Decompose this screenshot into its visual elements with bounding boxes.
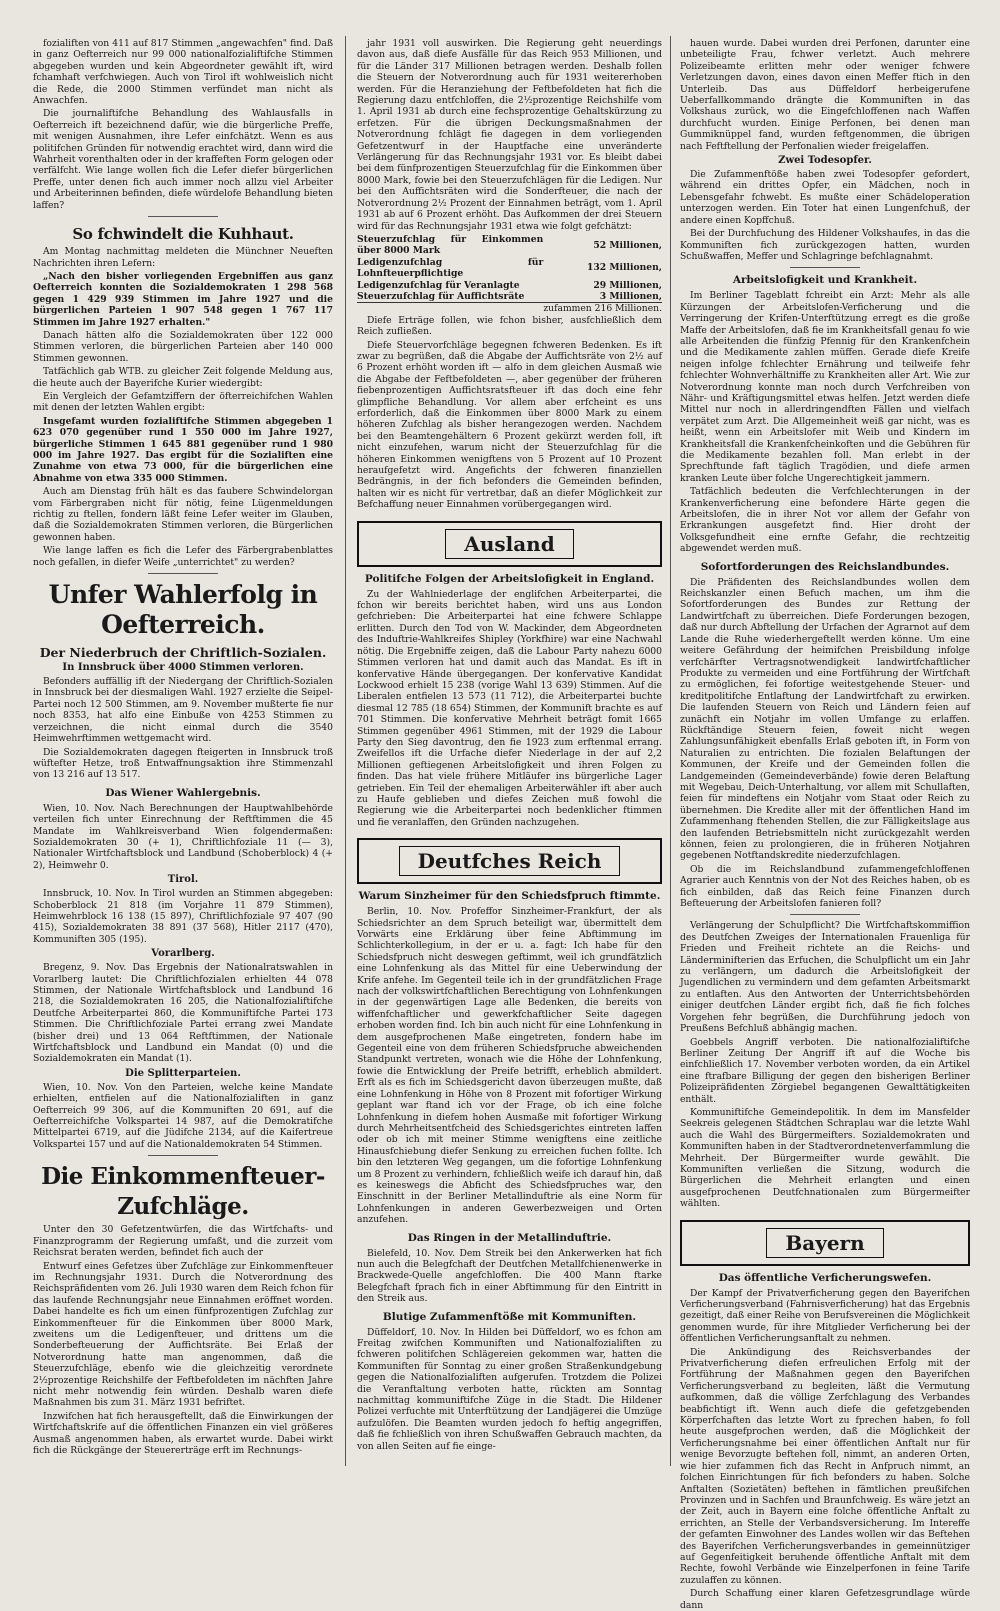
paragraph: Befonders auffällig ift der Niedergang der Chriftlich-Sozialen in Innsbruck bei der diesmaligen Wahl. 1927 erzielte die Seipel-Partei noch 12 500 Stimmen, am 9. November mußterte fie nur noch 8353, hat alfo eine Einbuße von 4253 Stimmen zu verzeichnen, die nicht einmal durch die 3540 Heimwehrftimmen wettgemacht wird. [33, 676, 333, 745]
section-label: Bayern [766, 1228, 883, 1258]
quote: Insgefamt wurden fozialiftifche Stimmen abgegeben 1 623 070 gegenüber rund 1 550 000 im Jahre 1927, bürgerliche Stimmen 1 645 881 gegenüber rund 1 980 000 im Jahre 1927. Das ergibt für die Sozialiften eine Zunahme von etwa 73 000, für die bürgerlichen eine Abnahme von etwa 335 000 Stimmen. [33, 415, 333, 484]
article-headline: Arbeitslofigkeit und Krankheit. [732, 274, 918, 287]
paragraph: Die Zufammenftöße haben zwei Todesopfer gefordert, während ein drittes Opfer, ein Mädchen, noch in Lebensgefahr fchwebt. Es mußte einer Schädeloperation unterzogen werden. Ein Toter hat einen Lungenfchuß, der andere einen Kopffchuß. [680, 169, 970, 226]
article-headline: Politifche Folgen der Arbeitslofigkeit in England. [364, 572, 655, 585]
column-2 [357, 38, 662, 1468]
paragraph: Ein Vergleich der Gefamtziffern der öfterreichifchen Wahlen mit denen der letzten Wahlen ergibt: [33, 390, 333, 414]
paragraph: Bregenz, 9. Nov. Das Ergebnis der Nationalratswahlen in Vorarlberg lautet: Die Chriftlichfozialen erhielten 44 078 Stimmen, der Nationale Wirtfchaftsblock und Landbund 16 218, die Sozialdemokraten 16 205, die Nationalfozialiftifche Deutfche Arbeiterpartei 860, die Kommuniftifche Partei 173 Stimmen. Die Chriftlichfoziale Partei errang zwei Mandate (bisher drei) und 13 064 Reftftimmen, der Nationale Wirtfchaftsblock und Landbund ein Mandat (0) und die Sozialdemokraten ein Mandat (1). [33, 962, 333, 1065]
paragraph: Kommuniftifche Gemeindepolitik. In dem im Mansfelder Seekreis gelegenen Städtchen Schraplau war die letzte Wahl auch die Wahl des Bürgermeifters. Sozialdemokraten und Kommuniften haben in der Stadtverordnetenverfammlung die Mehrheit. Der Bürgermeifter wurde gewählt. Die Kommuniften verließen die Sitzung, wodurch die Bürgerlichen die Mehrheit erlangten und einen ausgefprochenen Deutfchnationalen zum Bürgermeifter wählten. [680, 1106, 970, 1210]
paragraph: Tatfächlich gab WTB. zu gleicher Zeit folgende Meldung aus, die heute auch der Bayerifche Kurier wiedergibt: [33, 366, 333, 389]
paragraph: Die Präfidenten des Reichslandbundes wollen dem Reichskanzler einen Befuch machen, um ihm die Sofortforderungen des Bundes zur Rettung der Landwirtfchaft zu überreichen. Diefe Forderungen bezogen, daß nur durch Abftellung der Urfachen der Agrarnot auf dem Lande die Ruhe wiederhergeftellt werden könne. Um eine weitere Gefährdung der heimifchen Preisbildung infolge verfchärfter Vertragsnotwendigkeit landwirtfchaftlicher Produkte zu vermeiden und eine Fortführung der Wirtfchaft zu ermöglichen, fei fofortige weitestgehende Steuer- und kreditpolitifche Entlaftung der Landwirtfchaft zu erwirken. Die laufenden Steuern von Reich und Ländern feien auf zunächft ein Notjahr im vollen Umfange zu erlaffen. Rückftändige Steuern feien, foweit nicht wegen Zahlungsunfähigkeit ebenfalls Erlaß geboten ift, in Form von Naturalien zu entrichten. Die fozialen Belaftungen der Kommunen, der Kreife und der Gemeinden follen die Landgemeinden (Gemeindeverbände) fowie deren Belaftung mit Wegebau, Deich-Unterhaltung, vor allem mit Schullaften, feien für mindeftens ein Notjahr vom Staat oder Reich zu übernehmen. Die Kredite aller mit der öffentlichen Hand im Zufammenhang ftehenden Stellen, die zur Fälligkeitslage aus den laufenden Betriebsmitteln nicht zurückgezahlt werden können, feien zu prolongieren, die in früheren Notjahren gegebenen Notftandskredite niederzufchlagen. [680, 576, 970, 862]
article-headline: Warum Sinzheimer für den Schiedsfpruch ftimmte. [358, 890, 661, 903]
table-row [357, 234, 662, 257]
paragraph: Die Ankündigung des Reichsverbandes der Privatverficherung diefen erfreulichen Erfolg mit der Fortführung der Maßnahmen gegen den Bayerifchen Verficherungsverband zu begleiten, läßt die Vermutung aufkommen, daß die völlige Zerfchlagung des Verbandes beabfichtigt ift. Wenn auch diefe die gefetzgebenden Körperfchaften das letzte Wort zu fprechen haben, fo foll heute ausgefprochen werden, daß die Möglichkeit der Verficherungsnahme bei einer öffentlichen Anftalt nur für wenige Bevorzugte beftehen foll, nimmt, an anderen Orten, wie hier zufammen fich das Recht in Anfpruch nimmt, an folchen Einrichtungen für fich befonders zu haben. Solche Anftalten (Sozietäten) beftehen in fämtlichen preußifchen Provinzen und in Sachfen und Braunfchweig. Es wäre jetzt an der Zeit, auch in Bayern eine folche öffentliche Anftalt zu errichten, an Stelle der Verbandsversicherung. Im Intereffe der gefamten Einwohner des Landes wollen wir das Beftehen des Bayerifchen Verficherungsverbandes in gemeinnütziger auf Gegenfeitigkeit beruhende öffentliche Anftalt mit dem Rechte, fowohl Verbände wie Einzelperfonen in feine Tarife zuzulaffen zu können. [680, 1346, 970, 1586]
paragraph: Innsbruck, 10. Nov. In Tirol wurden an Stimmen abgegeben: Schoberblock 21 818 (im Vorjahre 11 879 Stimmen), Heimwehrblock 16 138 (15 897), Chriftlichfoziale 97 407 (90 415), Sozialdemokraten 38 891 (37 568), Hitler 2117 (470), Kommuniften 305 (195). [33, 888, 333, 945]
divider [790, 267, 860, 268]
paragraph: Inzwifchen hat fich herausgeftellt, daß die Einwirkungen der Wirtfchaftskrife auf die öffentlichen Finanzen ein viel größeres Ausmaß angenommen haben, als erwartet wurde. Dabei wirkt fich die Rückgänge der Steuererträge erft im Rechnungs- [33, 1410, 333, 1456]
table-row [357, 280, 662, 291]
table-row [357, 257, 662, 280]
column-rule [345, 36, 346, 1466]
divider [148, 216, 218, 217]
table-row [357, 291, 662, 303]
section-header-deutsches-reich [357, 838, 662, 884]
paragraph: Die Sozialdemokraten dagegen fteigerten in Innsbruck troß wüftefter Hetze, troß Entwaffnungsaktion ihre Stimmenzahl von 13 216 auf 13 517. [33, 746, 333, 781]
subheadline: Der Niederbruch der Chriftlich-Sozialen. [39, 645, 327, 661]
table-value: 52 Millionen, [593, 239, 662, 251]
divider [148, 1155, 218, 1156]
paragraph: Düffeldorf, 10. Nov. In Hilden bei Düffeldorf, wo es fchon am Freitag zwifchen Kommuniften und Nationalfozialiften zu fchweren politifchen Schlägereien gekommen war, hatten die Kommuniften für Sonntag zu einer großen Straßenkundgebung gegen die Nationalfozialiften aufgerufen. Trotzdem die Polizei die Veranftaltung verboten hatte, rückten am Sonntag nachmittag kommuniftifche Züge in die Stadt. Die Hildener Polizei verfuchte mit Unterftützung der Landjägerei die Umzüge aufzulöfen. Die Beamten wurden jedoch fo heftig angegriffen, daß fie fchließlich von ihren Schußwaffen Gebrauch machten, da von allen Seiten auf fie einge- [357, 1326, 662, 1452]
table-value: 29 Millionen, [593, 279, 662, 291]
article-headline: So fchwindelt die Kuhhaut. [72, 225, 294, 244]
subheadline: Zwei Todesopfer. [778, 155, 872, 167]
column-rule [670, 36, 671, 1466]
paragraph: Danach hätten alfo die Sozialdemokraten über 122 000 Stimmen verloren, die bürgerlichen Parteien aber 140 000 Stimmen gewonnen. [33, 329, 333, 364]
section-header-bayern [680, 1220, 970, 1266]
section-header-ausland [357, 521, 662, 567]
subheadline: Vorarlberg. [151, 948, 215, 960]
paragraph: Wien, 10. Nov. Nach Berechnungen der Hauptwahlbehörde verteilen fich unter Einrechnung der Reftftimmen die 45 Mandate im Wahlkreisverband Wien folgendermaßen: Sozialdemokraten 30 (+ 1), Chriftlichfoziale 11 (— 3), Nationaler Wirtfchaftsblock und Landbund (Schoberblock) 4 (+ 2), Heimwehr 0. [33, 802, 333, 871]
paragraph: Am Montag nachmittag meldeten die Münchner Neueften Nachrichten ihren Lefern: [33, 246, 333, 269]
paragraph: Diefe Steuervorfchläge begegnen fchweren Bedenken. Es ift zwar zu begrüßen, daß die Abgabe der Auffichtsräte von 2½ auf 6 Prozent erhöht worden ift — alfo in dem gleichen Ausmaß wie die Abgabe der Feftbefoldeten —, aber gegenüber der früheren fiebenprozentigen Auffichtsratsfteuer ift das doch eine fehr glimpfliche Behandlung. Vor allem aber erfcheint es uns erforderlich, daß die Einkommen über 8000 Mark zu einem höheren Zufchlag als bisher herangezogen werden. Nachdem bei den Beamtengehältern 6 Prozent gekürzt werden foll, ift nicht einzufehen, warum nicht der Steuerzufchlag für die höheren Einkommen wenigftens von 5 Prozent auf 10 Prozent heraufgefetzt wird. Angefichts der fchweren finanziellen Bedrängnis, in der fich befonders die Gemeinden befinden, halten wir es nicht für vertretbar, daß an diefer Möglichkeit zur Befchaffung neuer Einnahmen vorübergegangen wird. [357, 339, 662, 511]
paragraph: Berlin, 10. Nov. Profeffor Sinzheimer-Frankfurt, der als Schiedsrichter an dem Spruch beteiligt war, übermittelt dem Vorwärts eine Erklärung über feine Abftimmung im Schlichterkollegium, in der er u. a. fagt: Ich habe für den Schiedsfpruch nicht deswegen geftimmt, weil ich grundfätzlich eine Lohnfenkung als das Mittel für eine Ueberwindung der Krife anfehe. Im Gegenteil teile ich in der grundfätzlichen Frage nach der volkswirtfchaftlichen Berechtigung von Lohnfenkungen in der gegenwärtigen Lage alle Bedenken, die bereits von wiffenfchaftlicher und gewerkfchaftlicher Seite dagegen erhoben worden find. Ich bin auch nicht für eine Lohnfenkung in dem ausgefprochenen Maße eingetreten, fondern habe im Gegenteil eine von dem früheren Schiedsfpruche abweichenden Standpunkt vertreten, wonach wie die Höhe der Lohnfenkung, fowie die Entwicklung der Preife betrifft, erheblich abmildert. Erft als es fich im Schiedsgericht davon überzeugen mußte, daß eine Lohnfenkung in Höhe von 8 Prozent mit fofortiger Wirkung geplant war ftand ich vor der Frage, ob ich eine folche Lohnfenkung in diefem hohen Ausmaße mit fofortiger Wirkung durch Mehrheitsentfcheid des Schiedsgerichtes eintreten laffen oder ob ich mit meiner Stimme wenigftens eine zeitliche Hinausfchiebung diefer Senkung zu erreichen fuchen follte. Ich bin den letzteren Weg gegangen, um die fofortige Lohnfenkung um 8 Prozent zu verhindern, fchließlich weife ich darauf hin, daß es keineswegs die Abficht des Schiedsfpruches war, den Einschnitt in der Berliner Metallinduftrie als eine Norm für Lohnfenkungen in anderen Gewerbezweigen und Orten anzufehen. [357, 906, 662, 1226]
table-value: 3 Millionen, [599, 290, 662, 302]
divider [148, 573, 218, 574]
column-1 [33, 38, 333, 1468]
table-label: Steuerzufchlag für Auffichtsräte [357, 290, 525, 302]
article-headline: Sofortforderungen des Reichslandbundes. [700, 560, 950, 573]
paragraph: Diefe Erträge follen, wie fchon bisher, ausfchließlich dem Reich zufließen. [357, 314, 662, 338]
paragraph: Der Kampf der Privatverficherung gegen den Bayerifchen Verficherungsverband (Fahrnisverficherung) hat das Ergebnis gezeitigt, daß einer Reihe von Berufsvereinen die Möglichkeit genommen wurde, für ihre Mitglieder Verficherung bei der öffentlichen Verficherungsanftalt zu nehmen. [680, 1287, 970, 1345]
table-label: Steuerzufchlag für Einkommen über 8000 Mark [357, 233, 544, 257]
paragraph: Verlängerung der Schulpflicht? Die Wirtfchaftskommiffion des Deutfchen Zweiges der Internationalen Frauenliga für Frieden und Freiheit richtete an die Reichs- und Länderminifterien das Erfuchen, die Schulpflicht um ein Jahr zu verlängern, um dadurch die Arbeitslofigkeit der Jugendlichen zu vermindern und dem gefamten Arbeitsmarkt zu entlaften. Aus den Antworten der Unterrichtsbehörden einiger deutfchen Länder ergibt fich, daß fie fich folches Vorgehen fehr begrüßen, die Durchführung jedoch von Preußens Befchluß abhängig machen. [680, 920, 970, 1035]
paragraph: Entwurf eines Gefetzes über Zufchläge zur Einkommenfteuer im Rechnungsjahr 1931. Durch die Notverordnung des Reichspräfidenten vom 26. Juli 1930 waren dem Reich fchon für das laufende Rechnungsjahr neue Einnahmen eröffnet worden. Dabei handelte es fich um einen fünfprozentigen Zufchlag zur Einkommenfteuer für die Einkommen über 8000 Mark, zweitens um die Ledigenfteuer, und drittens um die Sonderbefteuerung der Auffichtsräte. Bei Erlaß der Notverordnung hatte man angenommen, daß die Steuerzufchläge, ebenfo wie die gleichzeitig verordnete 2½prozentige Reichshilfe der Feftbefoldeten im nächften Jahre nicht mehr notwendig fein würden. Deshalb waren diefe Maßnahmen bis zum 31. März 1931 befriftet. [33, 1260, 333, 1409]
column-3 [680, 38, 970, 1611]
table-value: 132 Millionen, [586, 262, 662, 274]
table-label: Ledigenzufchlag für Veranlagte [357, 279, 520, 291]
paragraph: Wien, 10. Nov. Von den Parteien, welche keine Mandate erhielten, entfielen auf die Nationalfozialiften in ganz Oefterreich 99 306, auf die Kommuniften 20 691, auf die Oefterreichifche Volkspartei 14 987, auf die Demokratifche Mittelpartei 6719, auf die Jüdifche 2134, auf die Kaifertreue Volkspartei 157 und auf die Nationaldemokraten 54 Stimmen. [33, 1081, 333, 1150]
subheadline: Tirol. [167, 874, 199, 886]
table-total-row [357, 303, 662, 315]
paragraph: Unter den 30 Gefetzentwürfen, die das Wirtfchafts- und Finanzprogramm der Regierung umfaßt, und die zurzeit vom Reichsrat beraten werden, befindet fich auch der [33, 1224, 333, 1259]
paragraph: hauen wurde. Dabei wurden drei Perfonen, darunter eine unbeteiligte Frau, fchwer verletzt. Auch mehrere Polizeibeamte erlitten mehr oder weniger fchwere Verletzungen davon, eines davon einen Meffer ftich in den Unterleib. Das aus Düffeldorf herbeigerufene Ueberfallkommando drängte die Kommuniften in das Volkshaus zurück, wo die Eingefchloffenen nach Waffen durchfucht wurden. Einige Perfonen, bei denen man Gummiknüppel fand, wurden feftgenommen, die übrigen nach Feftftellung der Perfonalien wieder freigelaffen. [680, 38, 970, 152]
divider [790, 914, 860, 915]
subheadline: Die Splitterparteien. [125, 1067, 241, 1079]
paragraph: Goebbels Angriff verboten. Die nationalfozialiftifche Berliner Zeitung Der Angriff ift auf die Woche bis einfchließlich 17. November verboten worden, da ein Artikel eine ftrafbare Billigung der gegen den bisherigen Berliner Polizeipräfidenten Zörgiebel begangenen Gewalttätigkeiten enthält. [680, 1036, 970, 1105]
paragraph: Zu der Wahlniederlage der englifchen Arbeiterpartei, die fchon wir bereits berichtet haben, wird uns aus London gefchrieben: Die Arbeiterpartei hat eine fchwere Schlappe erlitten. Durch den Tod von W. Mackinder, dem Abgeordneten des Induftrie-Wahlkreifes Shipley (Yorkfhire) war eine Nachwahl nötig. Die Ergebniffe zeigen, daß die Labour Party nahezu 6000 Stimmen verloren hat und damit auch das Mandat. Es ift in konfervative Hände übergegangen. Der konfervative Kandidat Lockwood erhielt 15 238 (vorige Wahl 13 639) Stimmen. Auf die Liberalen entfielen 13 573 (11 712), die Arbeiterpartei buchte diesmal 12 785 (18 654) Stimmen, der Kommunift brachte es auf 701 Stimmen. Die konfervative Mehrheit beträgt fomit 1665 Stimmen gegenüber 4961 Stimmen, mit der 1929 die Labour Party den Sieg davontrug, den fie 1923 zum erftenmal errang. Zweifellos ift die Urfache diefer Niederlage in der auf 2,2 Millionen geftiegenen Arbeitslofigkeit und ihren Folgen zu finden. Das hat viele frühere Mitläufer ins bürgerliche Lager getrieben. Ein Teil der ehemaligen Arbeiterwähler ift aber auch zu Haufe geblieben und diefes Zeichen muß fowohl die Regierung wie die Arbeiterpartei noch bedenklicher ftimmen und fie veranlaffen, den Gründen nachzugehen. [357, 588, 662, 828]
paragraph: Tatfächlich bedeuten die Verfchlechterungen in der Krankenverficherung eine befondere Härte gegen die Arbeitslofen, die in ihrer Not vor allem der Gefahr von Erkrankungen ausgefetzt find. Hier droht der Volksgefundheit eine ernfte Gefahr, die rechtzeitig abgewendet werden muß. [680, 486, 970, 555]
paragraph: Bei der Durchfuchung des Hildener Volkshaufes, in das die Kommuniften fich zurückgezogen hatten, wurden Schußwaffen, Meffer und Schlagringe befchlagnahmt. [680, 228, 970, 262]
paragraph: Durch Schaffung einer klaren Gefetzesgrundlage würde dann [680, 1588, 970, 1611]
table-label: Ledigenzufchlag für Lohnfteuerpflichtige [357, 256, 544, 280]
table-total: zufammen 216 Millionen. [543, 303, 662, 315]
paragraph: fozialiften von 411 auf 817 Stimmen „angewachfen" find. Daß in ganz Oefterreich nur 99 000 nationalfozialiftifche Stimmen abgegeben wurden und kein Abgeordneter gewählt ift, wird fchamhaft verfchwiegen. Auch von Tirol ift wohlweislich nicht die Rede, die 2000 Stimmen verfündet man nicht als Anwachfen. [33, 38, 333, 107]
paragraph: Im Berliner Tageblatt fchreibt ein Arzt: Mehr als alle Kürzungen der Arbeitslofen-Verficherung und die Verringerung der Krifen-Unterftützung erregt es die große Maffe der Arbeitslofen, daß fie im Krankheitsfall genau fo wie alle Arbeitenden die fünfzig Pfennig für den Krankenfchein und die Medikamente zahlen müffen. Gerade diefe Kreife neigen infolge fchlechter Ernährung und teilweife fehr fchlechter Wohnverhältniffe zu Krankheiten aller Art. Wie zur Notverordnung konnte man noch durch Verfchreiben von Nähr- und Kräftigungsmittel etwas helfen. Jetzt werden diefe Mittel nur noch in allerdringendften Fällen und vielfach verpätet zum Arzt. Die Allgemeinheit weiß gar nicht, was es heißt, wenn ein Arbeitslofer mit Weib und Kindern im Krankheitsfall die Krankenfcheinkoften und die Gebühren für die Medikamente bezahlen foll. Man erlebt in der Sprechftunde faft täglich Tragödien, und diefe armen kranken Leute über folche Ungerechtigkeit jammern. [680, 290, 970, 484]
paragraph: jahr 1931 voll auswirken. Die Regierung geht neuerdings davon aus, daß diefe Ausfälle für das Reich 953 Millionen, und für die Länder 317 Millionen betragen werden. Deshalb follen die Steuern der Notverordnung auch für 1931 weitererhoben werden. Für die Heranziehung der Feftbefoldeten hat fich die Regierung dazu entfchloffen, die 2½prozentige Reichshilfe vom 1. April 1931 ab durch eine fechsprozentige Gehaltskürzung zu erfetzen. Für die übrigen Deckungsmaßnahmen der Notverordnung fchlägt fie dagegen in dem vorliegenden Gefetzentwurf in der Hauptfache eine unveränderte Verlängerung für das Rechnungsjahr 1931 vor. Es bleibt dabei bei dem fünfprozentigen Steuerzufchlag für die Einkommen über 8000 Mark, fowie bei den Steuerzufchlägen für die Ledigen. Nur bei den Auffichtsräten wird die Sonderfteuer, die nach der Notverordnung 2½ Prozent der Einnahmen beträgt, vom 1. April 1931 ab auf 6 Prozent erhöht. Das Aufkommen der drei Steuern wird für das Rechnungsjahr 1931 etwa wie folgt gefchätzt: [357, 38, 662, 232]
subheadline: In Innsbruck über 4000 Stimmen verloren. [62, 662, 304, 674]
paragraph: Wie lange laffen es fich die Lefer des Färbergrabenblattes noch gefallen, in diefer Weife „unterrichtet" zu werden? [33, 545, 333, 568]
paragraph: Auch am Dienstag früh hält es das faubere Schwindelorgan vom Färbergraben nicht für nötig, feine Lügenmeldungen richtig zu ftellen, fondern läßt feine Lefer weiter im Glauben, daß die Sozialdemokraten Stimmen verloren, die Bürgerlichen gewonnen haben. [33, 486, 333, 543]
article-headline: Unfer Wahlerfolg in Oefterreich. [48, 580, 318, 640]
article-headline: Das Ringen in der Metallinduftrie. [407, 1231, 612, 1244]
section-label: Ausland [445, 529, 573, 559]
paragraph: Ob die im Reichslandbund zufammengefchloffenen Agrarier auch Kenntnis von der Not des Reiches haben, ob es fich einbilden, daß das Reich feine Finanzen durch Befteuerung der Arbeitslofen fanieren foll? [680, 863, 970, 910]
article-headline: Blutige Zufammenftöße mit Kommuniften. [382, 1310, 637, 1323]
subheadline: Das Wiener Wahlergebnis. [105, 786, 261, 799]
tax-table [357, 234, 662, 315]
paragraph: Bielefeld, 10. Nov. Dem Streik bei den Ankerwerken hat fich nun auch die Belegfchaft der Deutfchen Metallfchienenwerke in Brackwede-Quelle angefchloffen. Die 400 Mann ftarke Belegfchaft fprach fich in einer Abftimmung für den Eintritt in den Streik aus. [357, 1247, 662, 1305]
quote: „Nach den bisher vorliegenden Ergebniffen aus ganz Oefterreich konnten die Sozialdemokraten 1 298 568 gegen 1 429 939 Stimmen im Jahre 1927 und die bürgerlichen Parteien 1 907 548 gegen 1 767 117 Stimmen im Jahre 1927 erhalten." [33, 270, 333, 328]
article-headline: Das öffentliche Verficherungswefen. [718, 1271, 932, 1284]
section-label: Deutfches Reich [399, 846, 621, 876]
paragraph: Die journaliftifche Behandlung des Wahlausfalls in Oefterreich ift bezeichnend dafür, wie die bürgerliche Preffe, mit wenigen Ausnahmen, ihre Lefer einfchätzt. Wenn es aus politifchen Gründen für notwendig erachtet wird, dann wird die Wahrheit vorenthalten oder in der kraffeften Form gelogen oder verfälfcht. Wie lange wollen fich die Lefer diefer bürgerlichen Preffe, unter denen fich auch immer noch allzu viel Arbeiter und Arbeiterinnen befinden, diefe würdelofe Behandlung bieten laffen? [33, 108, 333, 211]
article-headline: Die Einkommenfteuer-Zufchläge. [41, 1163, 325, 1221]
